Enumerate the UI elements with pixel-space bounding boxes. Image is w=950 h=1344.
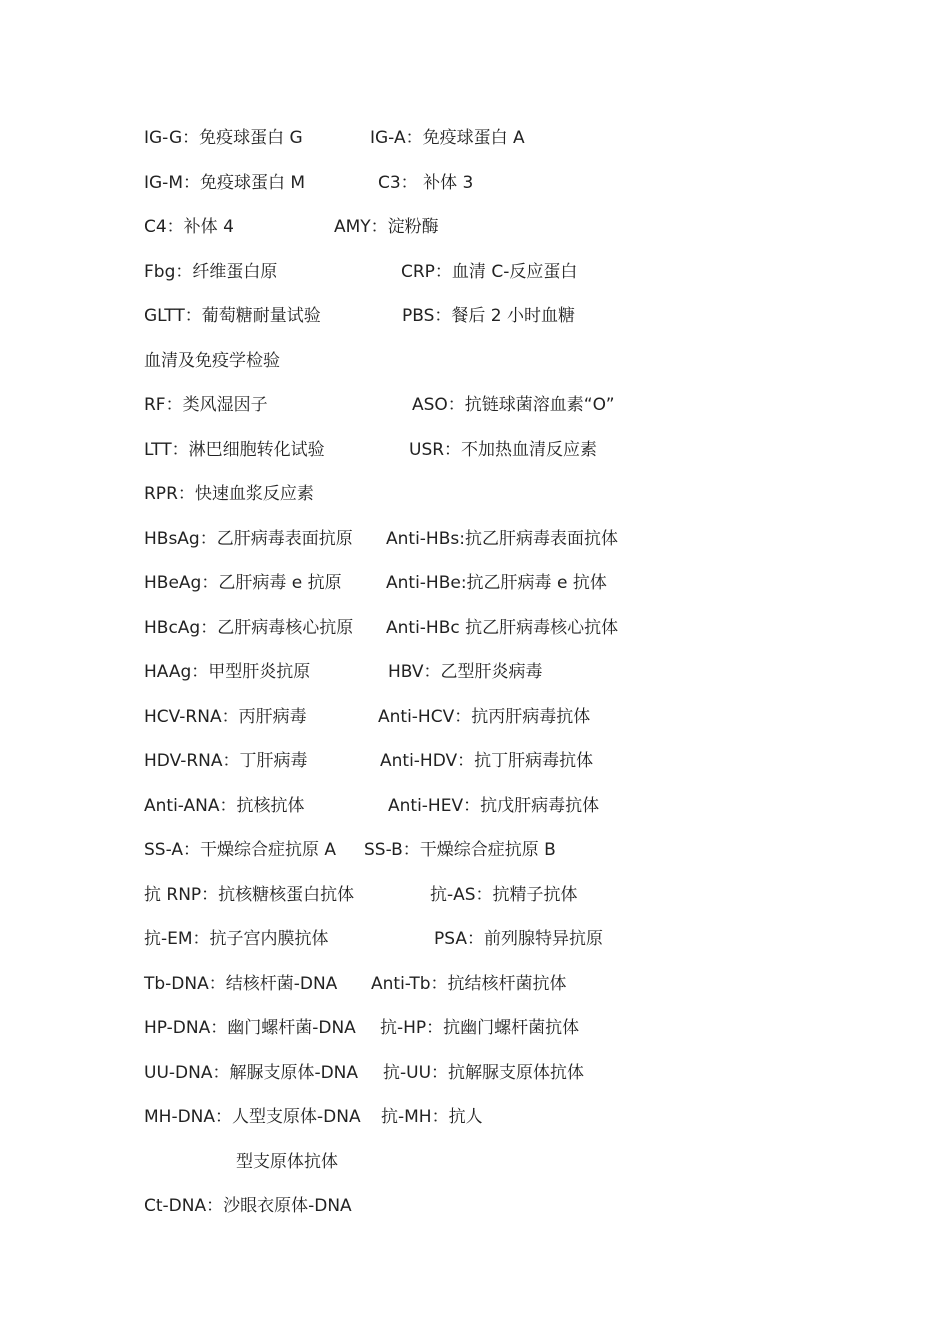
term-left: HBsAg：乙肝病毒表面抗原 [144,528,353,549]
term-right: Anti-HEV：抗戊肝病毒抗体 [388,795,600,816]
term-left: 抗 RNP：抗核糖核蛋白抗体 [144,884,355,905]
term-left: IG-M：免疫球蛋白 M [144,172,306,193]
term-right: Anti-HBe:抗乙肝病毒 e 抗体 [386,573,607,593]
term-left: 抗-EM：抗子宫内膜抗体 [144,929,329,949]
term-left: Ct-DNA：沙眼衣原体-DNA [144,1196,352,1216]
term-right: C3： 补体 3 [378,172,474,193]
term-left: LTT：淋巴细胞转化试验 [144,439,325,460]
term-right: 抗-HP：抗幽门螺杆菌抗体 [380,1018,580,1038]
term-right: AMY：淀粉酶 [334,217,439,237]
term-left: RF：类风湿因子 [144,395,268,415]
term-right: Anti-HDV：抗丁肝病毒抗体 [380,751,594,771]
term-right: IG-A：免疫球蛋白 A [370,128,525,148]
term-right: USR：不加热血清反应素 [409,439,598,460]
term-right: HBV：乙型肝炎病毒 [388,662,543,682]
term-left: 血清及免疫学检验 [144,350,280,371]
term-right: 抗-AS：抗精子抗体 [430,884,578,905]
term-left: Fbg：纤维蛋白原 [144,261,278,282]
term-right: Anti-HBc 抗乙肝病毒核心抗体 [386,617,619,638]
term-right: ASO：抗链球菌溶血素“O” [412,395,615,415]
term-left: 型支原体抗体 [236,1151,338,1172]
term-left: UU-DNA：解脲支原体-DNA [144,1062,359,1083]
term-right: 抗-UU：抗解脲支原体抗体 [383,1062,585,1083]
term-left: IG-G：免疫球蛋白 G [144,128,303,148]
term-right: SS-B：干燥综合症抗原 B [364,840,556,860]
term-right: PBS：餐后 2 小时血糖 [402,306,576,326]
term-right: Anti-HCV：抗丙肝病毒抗体 [378,706,591,727]
term-left: HBcAg：乙肝病毒核心抗原 [144,617,354,638]
term-left: Tb-DNA：结核杆菌-DNA [144,973,338,994]
term-right: 抗-MH：抗人 [381,1107,483,1127]
term-left: RPR：快速血浆反应素 [144,484,314,504]
term-right: Anti-Tb：抗结核杆菌抗体 [371,973,567,994]
term-left: Anti-ANA：抗核抗体 [144,795,305,816]
term-left: C4：补体 4 [144,217,234,237]
term-left: HP-DNA：幽门螺杆菌-DNA [144,1018,356,1038]
term-left: HDV-RNA：丁肝病毒 [144,751,308,771]
term-right: CRP：血清 C-反应蛋白 [401,261,578,282]
term-left: SS-A：干燥综合症抗原 A [144,840,337,860]
term-left: HBeAg：乙肝病毒 e 抗原 [144,573,342,593]
term-left: HCV-RNA：丙肝病毒 [144,706,307,727]
term-right: Anti-HBs:抗乙肝病毒表面抗体 [386,528,618,549]
term-left: MH-DNA：人型支原体-DNA [144,1107,361,1127]
term-right: PSA：前列腺特异抗原 [434,929,603,949]
term-left: GLTT：葡萄糖耐量试验 [144,306,321,326]
term-left: HAAg：甲型肝炎抗原 [144,662,311,682]
